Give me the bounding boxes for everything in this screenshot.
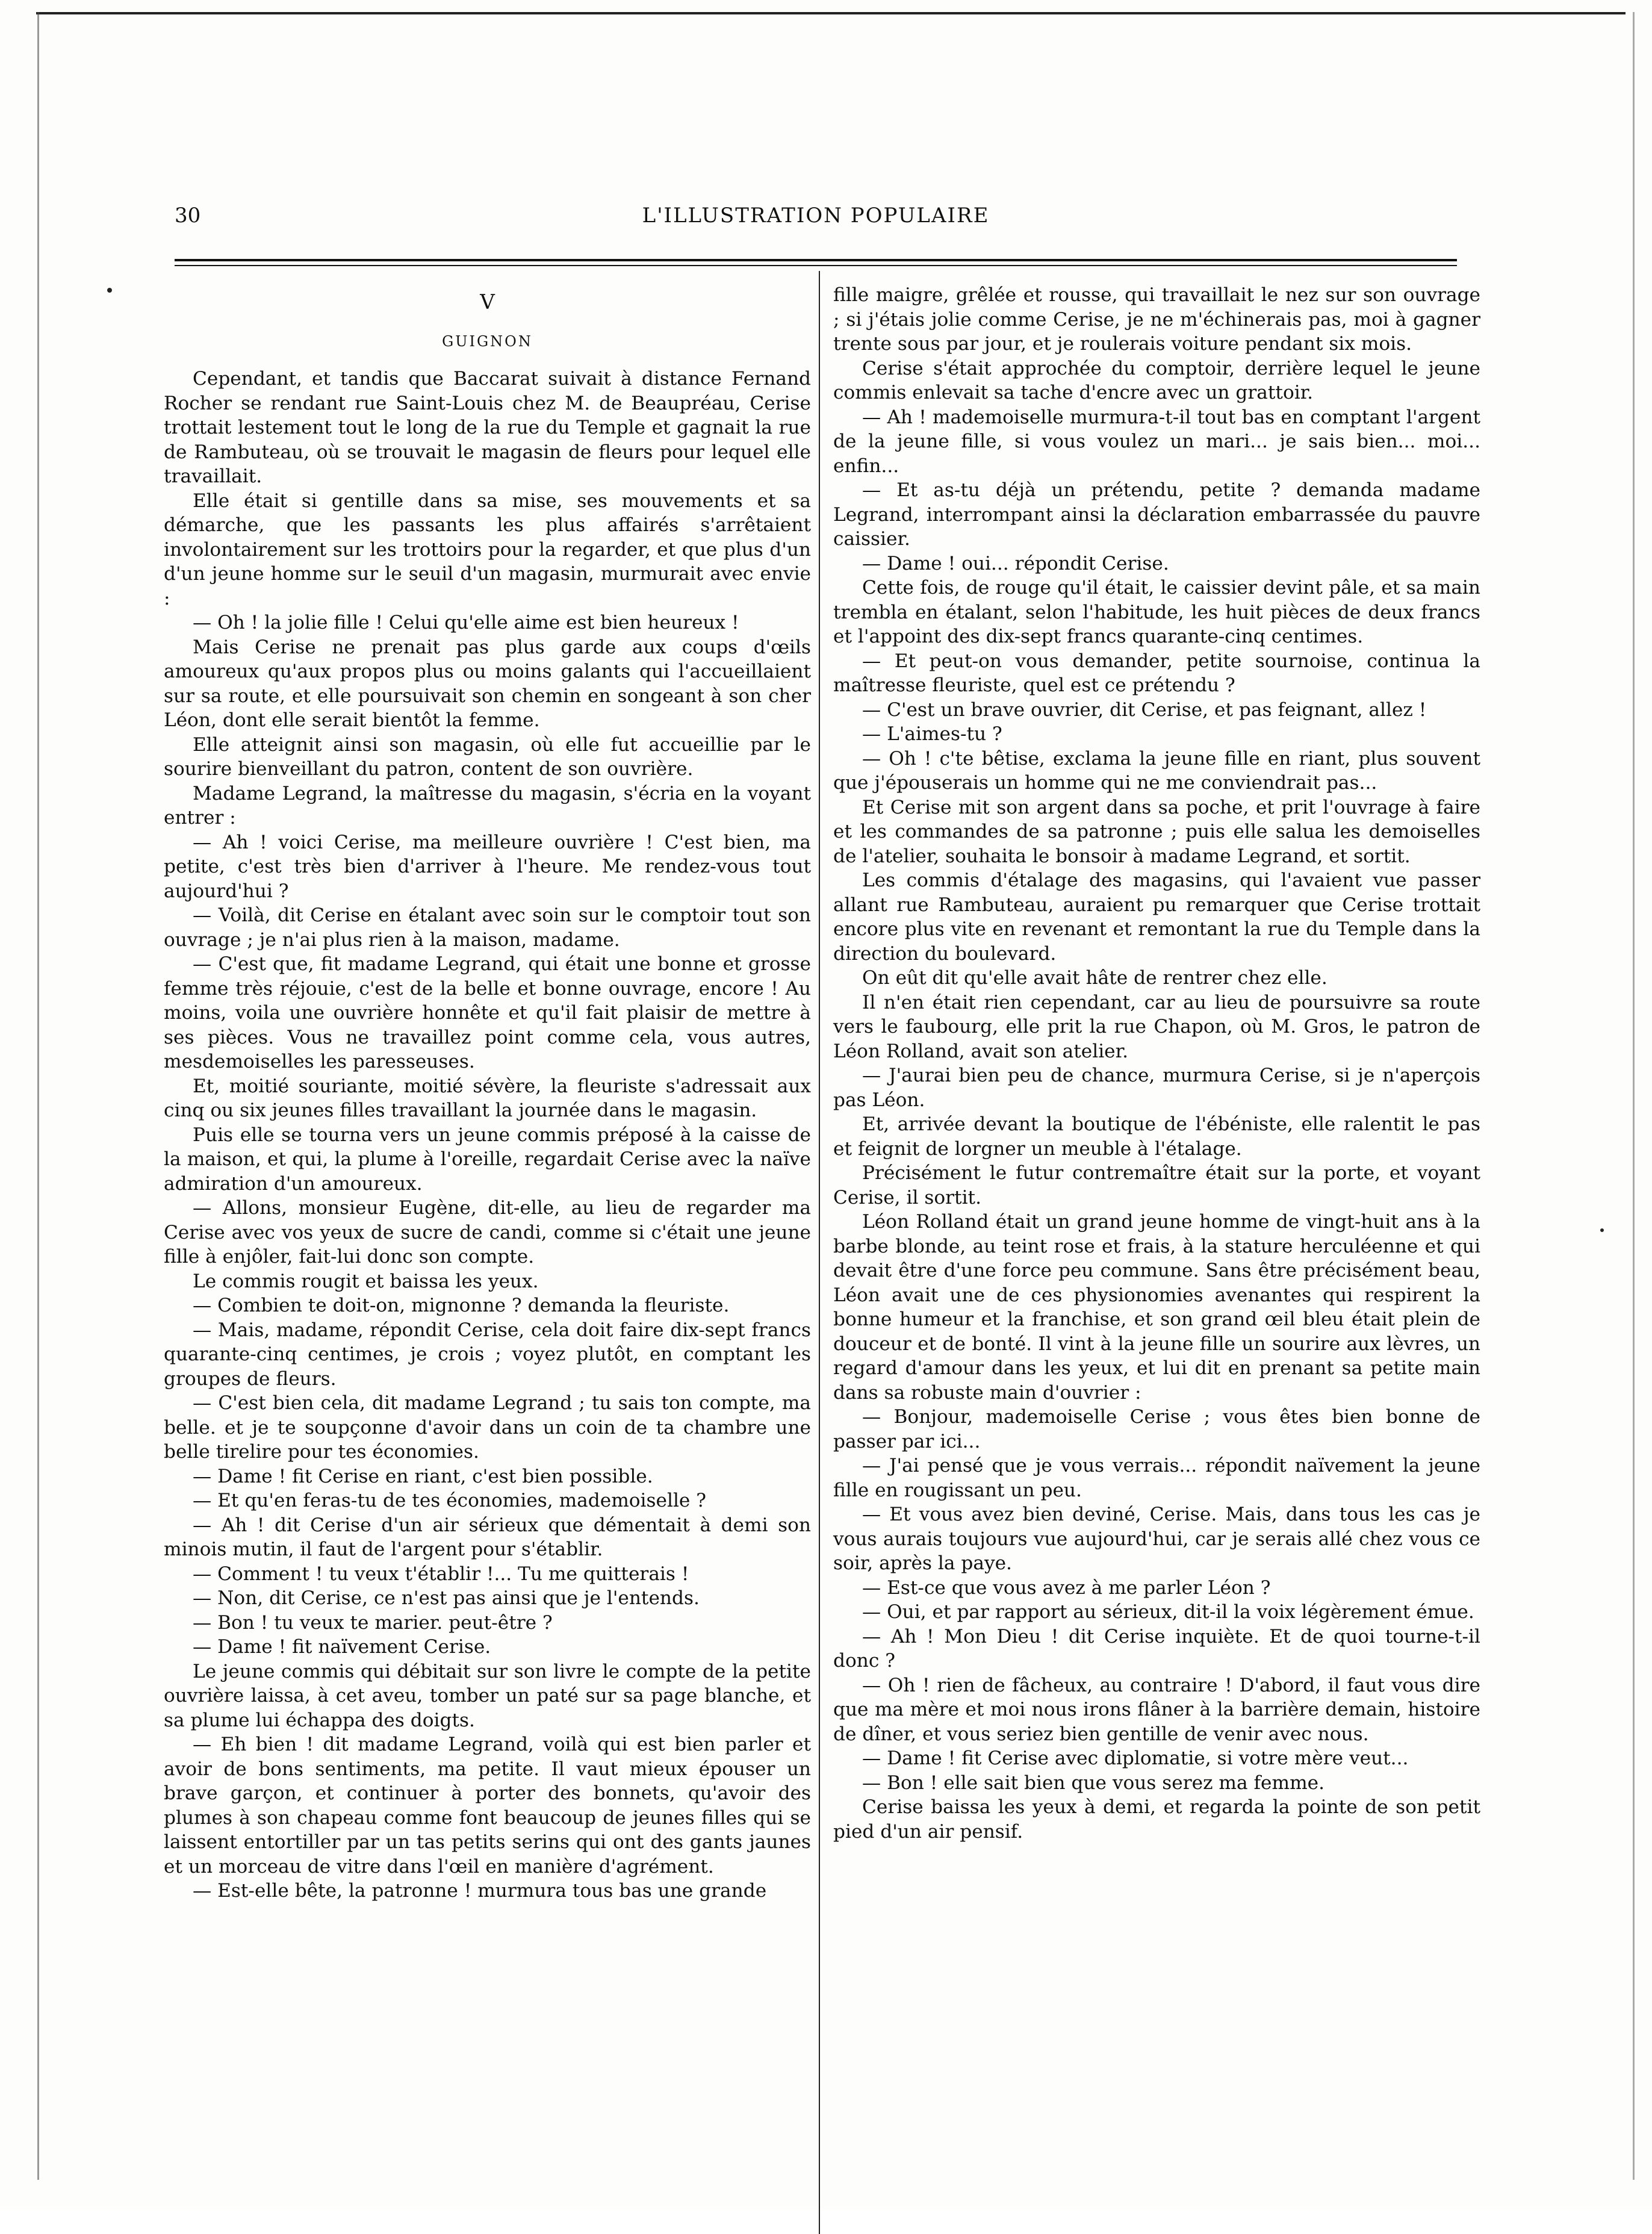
header-rule-thick xyxy=(175,259,1457,261)
page-number: 30 xyxy=(175,204,201,228)
paragraph: — Oh ! c'te bêtise, exclama la jeune fille en riant, plus souvent que j'épouserais un homme qui ne me conviendrait pas... xyxy=(833,747,1480,794)
scan-border-top xyxy=(36,12,1626,14)
paragraph: Puis elle se tourna vers un jeune commis préposé à la caisse de la maison, et qui, la plume à l'oreille, regardait Cerise avec la naïve admiration d'un amoureux. xyxy=(164,1124,811,1195)
paragraph: — Et qu'en feras-tu de tes économies, mademoiselle ? xyxy=(193,1490,707,1511)
left-column xyxy=(164,283,811,1903)
scan-speck xyxy=(107,288,112,293)
paragraph: — Est-ce que vous avez à me parler Léon ? xyxy=(862,1576,1271,1599)
paragraph: Cerise s'était approchée du comptoir, derrière lequel le jeune commis enlevait sa tache d'encre avec un grattoir. xyxy=(833,357,1480,403)
scan-speck xyxy=(1600,1228,1604,1232)
paragraph: Cerise baissa les yeux à demi, et regarda la pointe de son petit pied d'un air pensif. xyxy=(833,1796,1480,1843)
paragraph: Et, arrivée devant la boutique de l'ébéniste, elle ralentit le pas et feignit de lorgner un meuble à l'étalage. xyxy=(833,1113,1480,1160)
paragraph: — Eh bien ! dit madame Legrand, voilà qui est bien parler et avoir de bons sentiments, ma petite. Il vaut mieux épouser un brave garçon, et continuer à porter des bonnets, qu'avoir des plumes à son chapeau comme font beaucoup de jeunes filles qui se laissent entortiller par un tas petits serins qui ont des gants jaunes et un morceau de vitre dans l'œil en manière d'agrément. xyxy=(164,1734,811,1878)
paragraph: — Bon ! elle sait bien que vous serez ma femme. xyxy=(862,1772,1325,1794)
chapter-title: GUIGNON xyxy=(442,332,533,350)
running-title: L'ILLUSTRATION POPULAIRE xyxy=(642,204,990,228)
paragraph: Le jeune commis qui débitait sur son livre le compte de la petite ouvrière laissa, à cet aveu, tomber un paté sur sa page blanche, et sa plume lui échappa des doigts. xyxy=(164,1660,811,1731)
paragraph: — Dame ! fit naïvement Cerise. xyxy=(193,1636,491,1658)
paragraph: — Bon ! tu veux te marier. peut-être ? xyxy=(193,1611,553,1634)
paragraph: Léon Rolland était un grand jeune homme de vingt-huit ans à la barbe blonde, au teint rose et frais, à la stature herculéenne et qui devait être d'une force peu commune. Sans être précisément beau, Léon avait une de ces physionomies avenantes qui respirent la bonne humeur et la franchise, et son grand œil bleu était plein de douceur et de bonté. Il vint à la jeune fille un sourire aux lèvres, un regard d'amour dans les yeux, et lui dit en prenant sa petite main dans sa robuste main d'ouvrier : xyxy=(833,1211,1480,1404)
paragraph: — Ah ! mademoiselle murmura-t-il tout bas en comptant l'argent de la jeune fille, si vous voulez un mari... je sais bien... moi... enfin... xyxy=(833,406,1480,477)
paragraph: — Ah ! dit Cerise d'un air sérieux que démentait à demi son minois mutin, il faut de l'argent pour s'établir. xyxy=(164,1514,811,1560)
paragraph: Cette fois, de rouge qu'il était, le caissier devint pâle, et sa main trembla en étalant, selon l'habitude, les huit pièces de deux francs et l'appoint des dix-sept francs quarante-cinq centimes. xyxy=(833,577,1480,647)
paragraph: Et, moitié souriante, moitié sévère, la fleuriste s'adressait aux cinq ou six jeunes filles travaillant la journée dans le magasin. xyxy=(164,1075,811,1121)
paragraph: — Allons, monsieur Eugène, dit-elle, au lieu de regarder ma Cerise avec vos yeux de sucre de candi, comme si c'était une jeune fille à enjôler, fait-lui donc son compte. xyxy=(164,1197,811,1268)
paragraph: Le commis rougit et baissa les yeux. xyxy=(193,1270,539,1292)
paragraph: — Ah ! voici Cerise, ma meilleure ouvrière ! C'est bien, ma petite, c'est très bien d'arriver à l'heure. Me rendez-vous tout aujourd'hui ? xyxy=(164,831,811,902)
paragraph: — J'ai pensé que je vous verrais... répondit naïvement la jeune fille en rougissant un peu. xyxy=(833,1455,1480,1501)
paragraph: — Comment ! tu veux t'établir !... Tu me quitterais ! xyxy=(193,1563,689,1585)
paragraph: — L'aimes-tu ? xyxy=(862,723,1002,745)
chapter-number: V xyxy=(480,290,495,314)
scan-border-left xyxy=(37,12,39,2180)
paragraph: — Bonjour, mademoiselle Cerise ; vous êtes bien bonne de passer par ici... xyxy=(833,1406,1480,1452)
paragraph: Mais Cerise ne prenait pas plus garde aux coups d'œils amoureux qu'aux propos plus ou moins galants qui l'accueillaient sur sa route, et elle poursuivait son chemin en songeant à son cher Léon, dont elle serait bientôt la femme. xyxy=(164,636,811,731)
paragraph: — Dame ! fit Cerise avec diplomatie, si votre mère veut... xyxy=(862,1747,1409,1769)
paragraph: — Oui, et par rapport au sérieux, dit-il la voix légèrement émue. xyxy=(862,1601,1474,1623)
header-rule-thin xyxy=(175,265,1457,266)
paragraph: — Est-elle bête, la patronne ! murmura tous bas une grande xyxy=(193,1880,767,1902)
paragraph: Précisément le futur contremaître était sur la porte, et voyant Cerise, il sortit. xyxy=(833,1162,1480,1209)
paragraph: — Et vous avez bien deviné, Cerise. Mais, dans tous les cas je vous aurais toujours vue aujourd'hui, car je serais allé chez vous ce soir, après la paye. xyxy=(833,1504,1480,1574)
paragraph: — Combien te doit-on, mignonne ? demanda la fleuriste. xyxy=(193,1295,730,1316)
paragraph: — Et peut-on vous demander, petite sournoise, continua la maîtresse fleuriste, quel est ce prétendu ? xyxy=(833,650,1480,696)
paragraph: — Dame ! fit Cerise en riant, c'est bien possible. xyxy=(193,1465,653,1487)
paragraph: Elle était si gentille dans sa mise, ses mouvements et sa démarche, que les passants les plus affairés s'arrêtaient involontairement sur les trottoirs pour la regarder, et que plus d'un d'un jeune homme sur le seuil d'un magasin, murmurait avec envie : xyxy=(164,490,811,609)
paragraph: — Non, dit Cerise, ce n'est pas ainsi que je l'entends. xyxy=(193,1587,700,1609)
paragraph: — Mais, madame, répondit Cerise, cela doit faire dix-sept francs quarante-cinq centimes, je crois ; voyez plutôt, en comptant les groupes de fleurs. xyxy=(164,1319,811,1390)
paragraph: — C'est bien cela, dit madame Legrand ; tu sais ton compte, ma belle. et je te soupçonne d'avoir dans un coin de ta chambre une belle tirelire pour tes économies. xyxy=(164,1392,811,1463)
paragraph: — C'est un brave ouvrier, dit Cerise, et pas feignant, allez ! xyxy=(862,699,1427,721)
paragraph: Elle atteignit ainsi son magasin, où elle fut accueillie par le sourire bienveillant du patron, content de son ouvrière. xyxy=(164,733,811,780)
paragraph: Il n'en était rien cependant, car au lieu de poursuivre sa route vers le faubourg, elle prit la rue Chapon, où M. Gros, le patron de Léon Rolland, avait son atelier. xyxy=(833,991,1480,1062)
paragraph: — C'est que, fit madame Legrand, qui était une bonne et grosse femme très réjouie, c'est de la belle et bonne ouvrage, encore ! Au moins, voila une ouvrière honnête et qu'il fait plaisir de mettre à ses pièces. Vous ne travaillez point comme cela, vous autres, mesdemoiselles les paresseuses. xyxy=(164,953,811,1072)
paragraph: — J'aurai bien peu de chance, murmura Cerise, si je n'aperçois pas Léon. xyxy=(833,1065,1480,1111)
paragraph: — Oh ! rien de fâcheux, au contraire ! D'abord, il faut vous dire que ma mère et moi nous irons flâner à la barrière demain, histoire de dîner, et vous seriez bien gentille de venir avec nous. xyxy=(833,1674,1480,1745)
paragraph: On eût dit qu'elle avait hâte de rentrer chez elle. xyxy=(862,967,1328,989)
paragraph: Les commis d'étalage des magasins, qui l'avaient vue passer allant rue Rambuteau, auraient pu remarquer que Cerise trottait encore plus vite en revenant et remontant la rue du Temple dans la direction du boulevard. xyxy=(833,870,1480,965)
paragraph: — Et as-tu déjà un prétendu, petite ? demanda madame Legrand, interrompant ainsi la déclaration embarrassée du pauvre caissier. xyxy=(833,479,1480,550)
right-column xyxy=(833,283,1480,1844)
paragraph: — Oh ! la jolie fille ! Celui qu'elle aime est bien heureux ! xyxy=(193,612,739,633)
paragraph: — Dame ! oui... répondit Cerise. xyxy=(862,552,1169,574)
paragraph: — Voilà, dit Cerise en étalant avec soin sur le comptoir tout son ouvrage ; je n'ai plus rien à la maison, madame. xyxy=(164,904,811,951)
page-header xyxy=(175,204,1457,240)
paragraph: Et Cerise mit son argent dans sa poche, et prit l'ouvrage à faire et les commandes de sa patronne ; puis elle salua les demoiselles de l'atelier, souhaita le bonsoir à madame Legrand, et sortit. xyxy=(833,796,1480,867)
paragraph: Madame Legrand, la maîtresse du magasin, s'écria en la voyant entrer : xyxy=(164,782,811,829)
scan-border-right xyxy=(1633,12,1635,2180)
paragraph: — Ah ! Mon Dieu ! dit Cerise inquiète. Et de quoi tourne-t-il donc ? xyxy=(833,1625,1480,1672)
column-divider xyxy=(819,271,820,2234)
paragraph: Cependant, et tandis que Baccarat suivait à distance Fernand Rocher se rendant rue Saint-Louis chez M. de Beaupréau, Cerise trottait lestement tout le long de la rue du Temple et gagnait la rue de Rambuteau, où se trouvait le magasin de fleurs pour lequel elle travaillait. xyxy=(164,368,811,487)
paragraph: fille maigre, grêlée et rousse, qui travaillait le nez sur son ouvrage ; si j'étais jolie comme Cerise, je ne m'échinerais pas, moi à gagner trente sous par jour, et je roulerais voiture pendant six mois. xyxy=(833,284,1480,355)
